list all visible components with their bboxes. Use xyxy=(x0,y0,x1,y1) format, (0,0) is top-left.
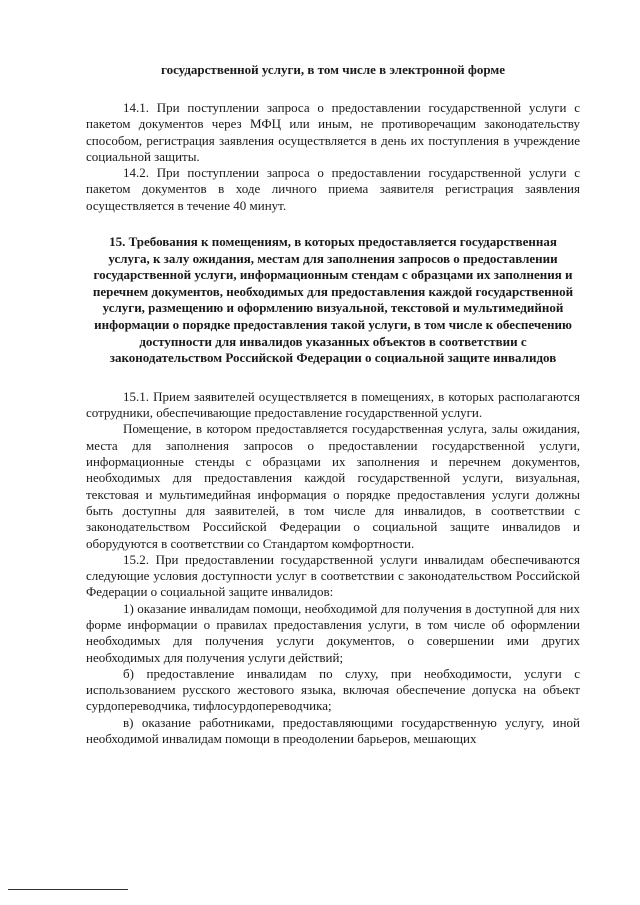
paragraph-14-2: 14.2. При поступлении запроса о предоставлении государственной услуги с пакетом документов в ходе личного приема заявителя регистрация заявления осуществляется в течение 40 минут. xyxy=(86,165,580,213)
page-title: государственной услуги, в том числе в электронной форме xyxy=(161,62,505,77)
list-item-b: б) предоставление инвалидам по слуху, при необходимости, услуги с использованием русского жестового языка, включая обеспечение допуска на объект сурдопереводчика, тифлосурдопереводчика; xyxy=(86,665,580,714)
footnote-divider xyxy=(8,889,128,890)
paragraph-14-1: 14.1. При поступлении запроса о предоставлении государственной услуги с пакетом документов через МФЦ или иным, не противоречащим законодательству способом, регистрация заявления осуществляется в день их поступления в учреждение социальной защиты. xyxy=(86,100,580,164)
list-item-v: в) оказание работниками, предоставляющими государственную услугу, иной необходимой инвалидам помощи в преодолении барьеров, мешающих xyxy=(86,714,580,747)
paragraph-premises: Помещение, в котором предоставляется государственная услуга, залы ожидания, места для заполнения запросов о предоставлении государственной услуги, информационные стенды с образцами их заполнения и перечнем документов, необходимых для предоставления каждой государственной услуги, визуальная, текстовая и мультимедийная информация о порядке предоставления услуги должны быть доступны для заявителей, в том числе для инвалидов, в соответствии с законодательством Российской Федерации о социальной защите инвалидов и оборудуются в соответствии со Стандартом комфортности. xyxy=(86,421,580,551)
section-15-heading: 15. Требования к помещениям, в которых предоставляется государственная услуга, к залу ожидания, местам для заполнения запросов о предоставлении государственной услуги, информационным стендам с образцами их заполнения и перечнем документов, необходимых для предоставления каждой государственной услуги, размещению и оформлению визуальной, текстовой и мультимедийной информации о порядке предоставления такой услуги, в том числе к обеспечению доступности для инвалидов указанных объектов в соответствии с законодательством Российской Федерации о социальной защите инвалидов xyxy=(92,234,574,366)
list-item-1: 1) оказание инвалидам помощи, необходимой для получения в доступной для них форме информации о правилах предоставления услуги, в том числе об оформлении необходимых для получения услуги документов, о совершении ими других необходимых для получения услуги действий; xyxy=(86,600,580,665)
paragraph-15-1: 15.1. Прием заявителей осуществляется в помещениях, в которых располагаются сотрудники, обеспечивающие предоставление государственной услуги. xyxy=(86,388,580,421)
paragraph-15-2: 15.2. При предоставлении государственной услуги инвалидам обеспечиваются следующие условия доступности услуг в соответствии с законодательством Российской Федерации о социальной защите инвалидов: xyxy=(86,551,580,600)
document-page xyxy=(86,62,580,747)
